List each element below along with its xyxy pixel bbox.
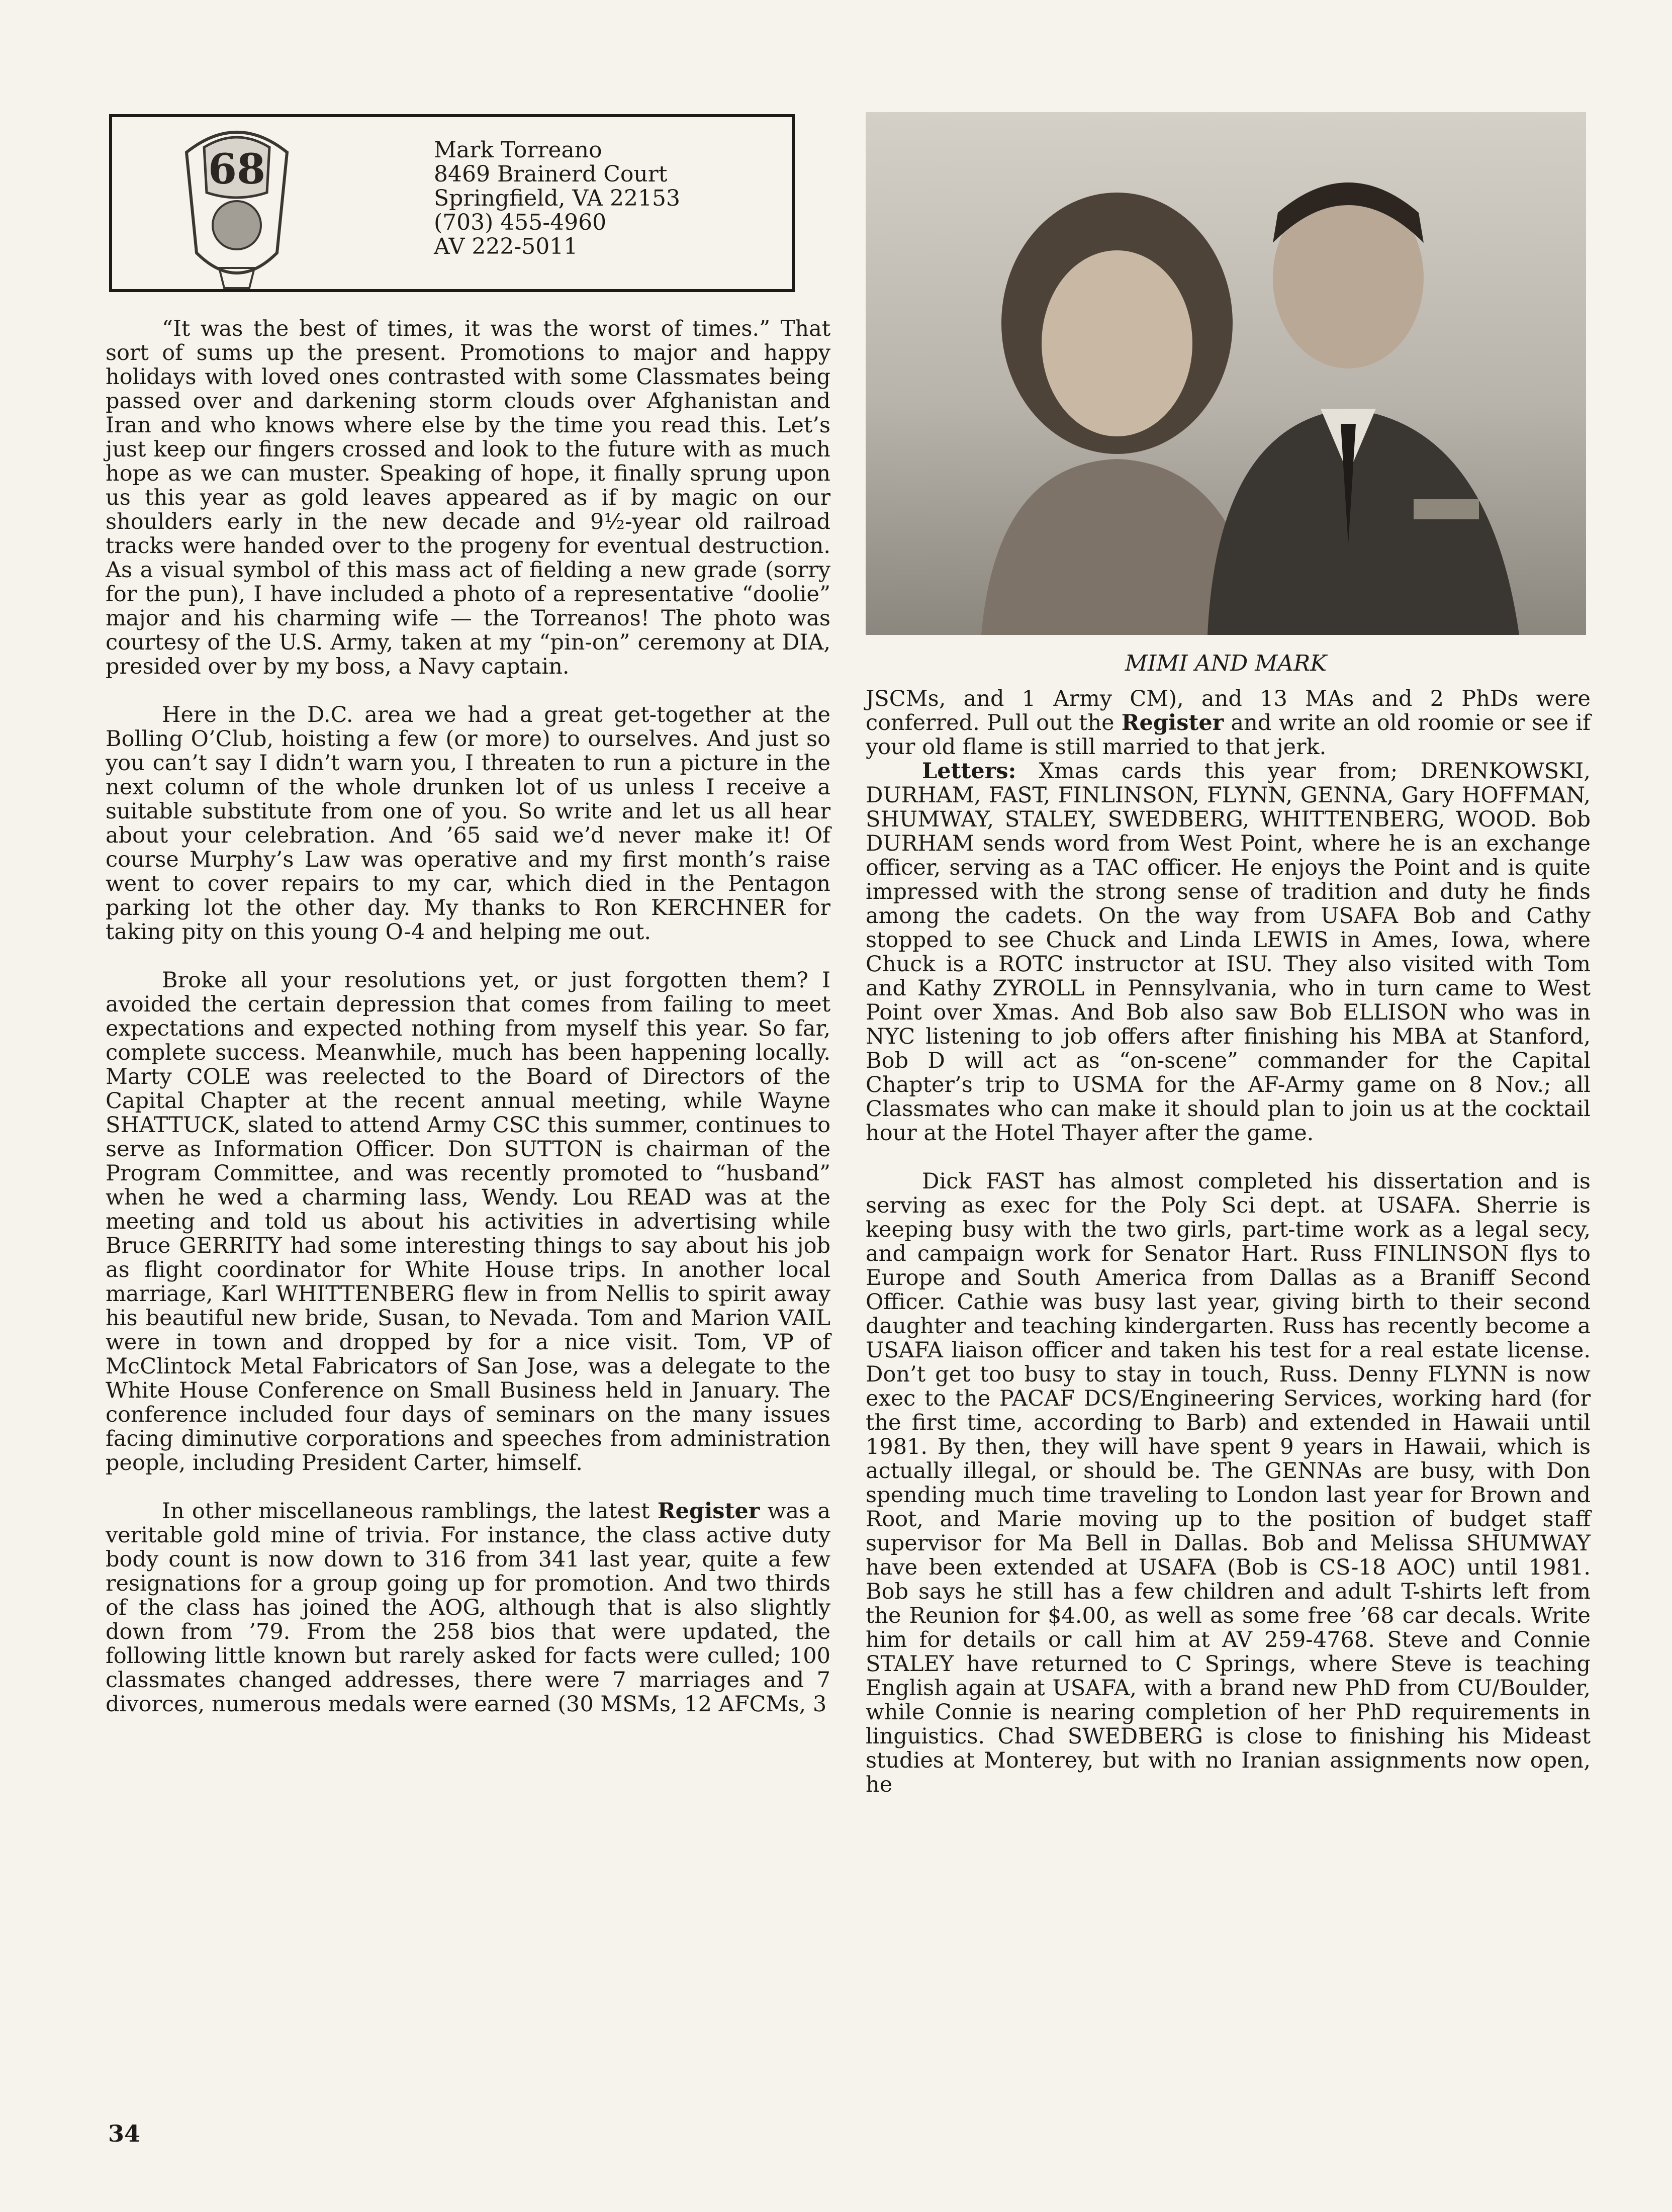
crest-number: 68 — [208, 145, 266, 194]
address-line: AV 222-5011 — [434, 234, 578, 259]
address-line: Mark Torreano — [434, 137, 602, 163]
class-ring-crest-icon — [176, 117, 297, 291]
paragraph: Broke all your resolutions yet, or just forgotten them? I avoided the certain depression that comes from failing to meet expectations and expected nothing from myself this year. So far, complete success. Meanwhile, much has been happening locally. Marty COLE was reelected to the Board of Directors of the Capital Chapter at the recent annual meeting, while Wayne SHATTUCK, slated to attend Army CSC this summer, continues to serve as Information Officer. Don SUTTON is chairman of the Program Committee, and was recently promoted to “husband” when he wed a charming lass, Wendy. Lou READ was at the meeting and told us about his activities in advertising while Bruce GERRITY had some interesting things to say about his job as flight coordinator for White House trips. In another local marriage, Karl WHITTENBERG flew in from Nellis to spirit away his beautiful new bride, Susan, to Nevada. Tom and Marion VAIL were in town and dropped by for a nice visit. Tom, VP of McClintock Metal Fabricators of San Jose, was a delegate to the White House Conference on Small Business held in January. The conference included four days of seminars on the many issues facing diminutive corporations and speeches from administration people, including President Carter, himself. — [106, 968, 830, 1476]
address-line: 8469 Brainerd Court — [434, 161, 668, 187]
paragraph: In other miscellaneous ramblings, the latest Register was a veritable gold mine of trivia. For instance, the class active duty body count is now down to 316 from 341 last year, quite a few resignations for a group going up for promotion. And two thirds of the class has joined the AOG, although that is also slightly down from ’79. From the 258 bios that were updated, the following little known but rarely asked for facts were culled; 100 classmates changed addresses, there were 7 marriages and 7 divorces, numerous medals were earned (30 MSMs, 12 AFCMs, 3 — [106, 1499, 830, 1717]
address-line: (703) 455-4960 — [434, 210, 607, 235]
page-number: 34 — [108, 2120, 141, 2147]
address-line: Springfield, VA 22153 — [434, 186, 681, 211]
paragraph: Dick FAST has almost completed his dissertation and is serving as exec for the Poly Sci dept. at USAFA. Sherrie is keeping busy with the two girls, part-time work as a legal secy, and campaign work for Senator Hart. Russ FINLINSON flys to Europe and South America from Dallas as a Braniff Second Officer. Cathie was busy last year, giving birth to their second daughter and teaching kindergarten. Russ has recently become a USAFA liaison officer and taken his test for a real estate license. Don’t get too busy to stay in touch, Russ. Denny FLYNN is now exec to the PACAF DCS/Engineering Services, working hard (for the first time, according to Barb) and extended in Hawaii until 1981. By then, they will have spent 9 years in Hawaii, which is actually illegal, or should be. The GENNAs are busy, with Don spending much time traveling to London last year for Brown and Root, and Marie moving up to the position of budget staff supervisor for Ma Bell in Dallas. Bob and Melissa SHUMWAY have been extended at USAFA (Bob is CS-18 AOC) until 1981. Bob says he still has a few children and adult T-shirts left from the Reunion for $4.00, as well as some free ’68 car decals. Write him for details or call him at AV 259-4768. Steve and Connie STALEY have returned to C Springs, where Steve is teaching English again at USAFA, with a brand new PhD from CU/Boulder, while Connie is nearing completion of her PhD requirements in linguistics. Chad SWEDBERG is close to finishing his Mideast studies at Monterey, but with no Iranian assignments now open, he — [866, 1169, 1591, 1797]
column-header-box — [109, 114, 795, 292]
address-block — [434, 138, 680, 259]
paragraph: JSCMs, and 1 Army CM), and 13 MAs and 2 PhDs were conferred. Pull out the Register and write an old roomie or see if your old flame is still married to that jerk. — [866, 686, 1591, 760]
paragraph: Letters: Xmas cards this year from; DRENKOWSKI, DURHAM, FAST, FINLINSON, FLYNN, GENNA, Gary HOFFMAN, SHUMWAY, STALEY, SWEDBERG, WHITTENBERG, WOOD. Bob DURHAM sends word from West Point, where he is an exchange officer, serving as a TAC officer. He enjoys the Point and is quite impressed with the strong sense of tradition and duty he finds among the cadets. On the way from USAFA Bob and Cathy stopped to see Chuck and Linda LEWIS in Ames, Iowa, where Chuck is a ROTC instructor at ISU. They also visited with Tom and Kathy ZYROLL in Pennsylvania, who in turn came to West Point over Xmas. And Bob also saw Bob ELLISON who was in NYC listening to job offers after finishing his MBA at Stanford, Bob D will act as “on-scene” commander for the Capital Chapter’s trip to USMA for the AF-Army game on 8 Nov.; all Classmates who can make it should plan to join us at the cocktail hour at the Hotel Thayer after the game. — [866, 759, 1591, 1146]
couple-photo — [866, 112, 1586, 635]
paragraph: “It was the best of times, it was the worst of times.” That sort of sums up the present. Promotions to major and happy holidays with loved ones contrasted with some Classmates being passed over and darkening storm clouds over Afghanistan and Iran and who knows where else by the time you read this. Let’s just keep our fingers crossed and look to the future with as much hope as we can muster. Speaking of hope, it finally sprung upon us this year as gold leaves appeared as if by magic on our shoulders early in the new decade and 9½-year old railroad tracks were handed over to the progeny for eventual destruction. As a visual symbol of this mass act of fielding a new grade (sorry for the pun), I have included a photo of a representative “doolie” major and his charming wife — the Torreanos! The photo was courtesy of the U.S. Army, taken at my “pin-on” ceremony at DIA, presided over by my boss, a Navy captain. — [106, 316, 830, 679]
photo-figures-icon — [866, 112, 1586, 635]
left-column — [106, 317, 830, 1716]
photo-caption: MIMI AND MARK — [1125, 651, 1327, 676]
right-column — [866, 687, 1591, 1797]
paragraph: Here in the D.C. area we had a great get-together at the Bolling O’Club, hoisting a few (or more) to ourselves. And just so you can’t say I didn’t warn you, I threaten to run a picture in the next column of the whole drunken lot of us unless I receive a suitable substitute from one of you. So write and let us all hear about your celebration. And ’65 said we’d never make it! Of course Murphy’s Law was operative and my first month’s raise went to cover repairs to my car, which died in the Pentagon parking lot the other day. My thanks to Ron KERCHNER for taking pity on this young O-4 and helping me out. — [106, 702, 830, 945]
